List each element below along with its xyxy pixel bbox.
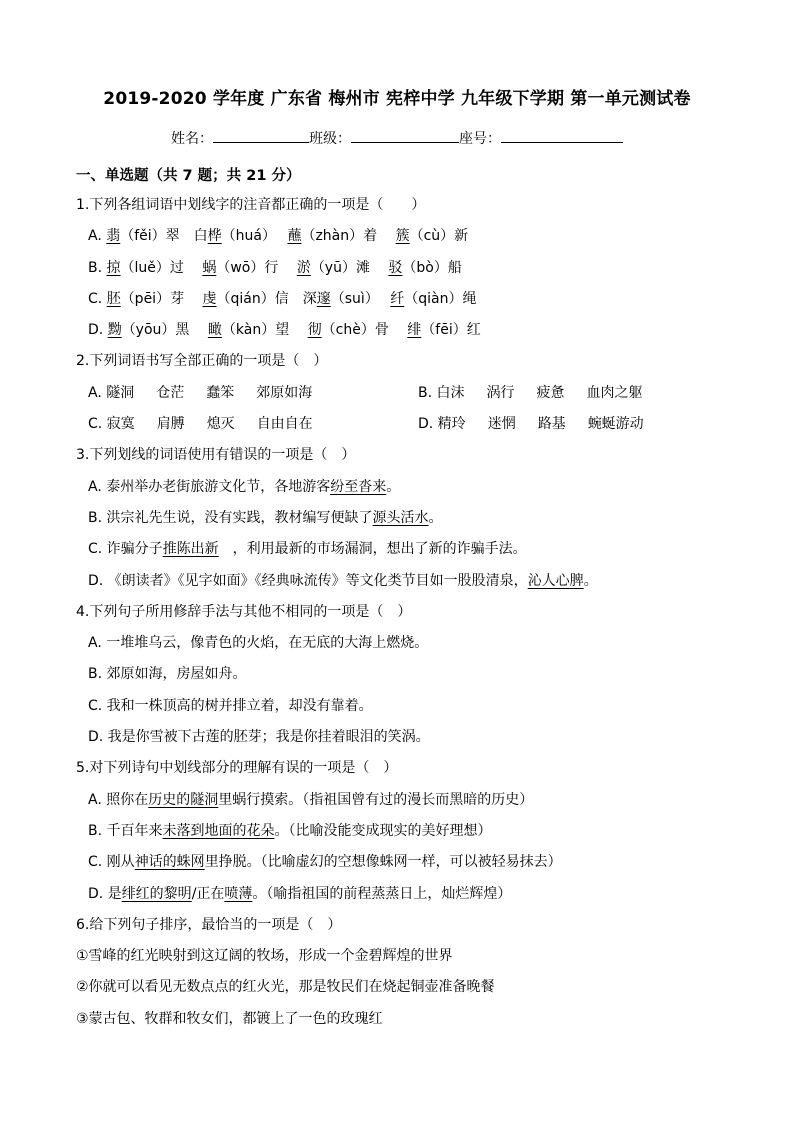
question-1-option-b: B. 掠（luě）过 蜗（wō）行 淤（yū）滩 驳（bò）船 [88,259,462,276]
question-2-option-d: D. 精玲 迷惘 路基 蜿蜒游动 [418,416,644,433]
question-1-option-a: A. 翡（fěi）翠 白桦（huá） 蘸（zhàn）着 簇（cù）新 [88,228,469,245]
question-2-option-a: A. 隧洞 仓茫 蠢笨 郊原如海 [88,384,313,401]
question-4-stem: 4.下列句子所用修辞手法与其他不相同的一项是（ ） [76,603,412,620]
question-6-sentence-1: ①雪峰的红光映射到这辽阔的牧场，形成一个金碧辉煌的世界 [76,948,453,965]
name-blank[interactable] [213,128,309,143]
question-3-option-a: A. 泰州举办老街旅游文化节，各地游客纷至沓来。 [88,478,401,495]
question-4-option-b: B. 郊原如海，房屋如舟。 [88,666,247,683]
question-1-option-d: D. 黝（yōu）黑 瞰（kàn）望 彻（chè）骨 绯（fēi）红 [88,322,481,339]
exam-title: 2019-2020 学年度 广东省 梅州市 宪梓中学 九年级下学期 第一单元测试卷 [103,89,691,109]
question-5-option-b: B. 千百年来未落到地面的花朵。（比喻没能变成现实的美好理想） [88,822,492,839]
question-6-sentence-3: ③蒙古包、牧群和牧女们，都镀上了一色的玫瑰红 [76,1010,383,1027]
seat-blank[interactable] [501,128,623,143]
question-5-option-a: A. 照你在历史的隧洞里蜗行摸索。（指祖国曾有过的漫长而黑暗的历史） [88,791,534,808]
questions [76,195,736,1040]
question-2-option-b: B. 白沫 涡行 疲惫 血肉之躯 [418,384,643,401]
question-3-option-c: C. 诈骗分子推陈出新 ，利用最新的市场漏洞，想出了新的诈骗手法。 [88,541,527,558]
name-label: 姓名： [171,131,213,147]
question-4-option-d: D. 我是你雪被下古莲的胚芽；我是你挂着眼泪的笑涡。 [88,729,430,746]
question-3-option-b: B. 洪宗礼先生说，没有实践，教材编写便缺了源头活水。 [88,509,443,526]
question-1-option-c: C. 胚（pēi）芽 虔（qián）信 深邃（suì） 纤（qiàn）绳 [88,290,477,307]
class-blank[interactable] [351,128,459,143]
question-4-option-c: C. 我和一株顶高的树并排立着，却没有靠着。 [88,697,373,714]
question-1-stem: 1.下列各组词语中划线字的注音都正确的一项是（ ） [76,197,426,213]
question-4-option-a: A. 一堆堆乌云，像青色的火焰，在无底的大海上燃烧。 [88,635,429,652]
question-2-stem: 2.下列词语书写全部正确的一项是（ ） [76,353,328,370]
class-label: 班级： [309,131,351,147]
seat-label: 座号： [459,131,501,147]
question-5-option-c: C. 刚从神话的蛛网里挣脱。（比喻虚幻的空想像蛛网一样，可以被轻易抹去） [88,854,562,871]
question-2-row-2 [76,414,736,445]
question-3-stem: 3.下列划线的词语使用有错误的一项是（ ） [76,447,356,464]
question-6-stem: 6.给下列句子排序，最恰当的一项是（ ） [76,916,342,933]
question-3-option-d: D. 《朗读者》《见字如面》《经典咏流传》等文化类节目如一股股清泉，沁人心脾。 [88,572,598,589]
question-5-option-d: D. 是绯红的黎明/正在喷薄。（喻指祖国的前程蒸蒸日上，灿烂辉煌） [88,885,512,902]
question-6-sentence-2: ②你就可以看见无数点点的红火光，那是牧民们在烧起铜壶准备晚餐 [76,979,495,996]
question-5-stem: 5.对下列诗句中划线部分的理解有误的一项是（ ） [76,760,398,777]
question-2-row-1 [76,383,736,414]
section-heading: 一、单选题（共 7 题；共 21 分） [76,168,301,184]
student-info [0,128,794,148]
question-2-option-c: C. 寂寞 肩膊 熄灭 自由自在 [88,416,313,433]
